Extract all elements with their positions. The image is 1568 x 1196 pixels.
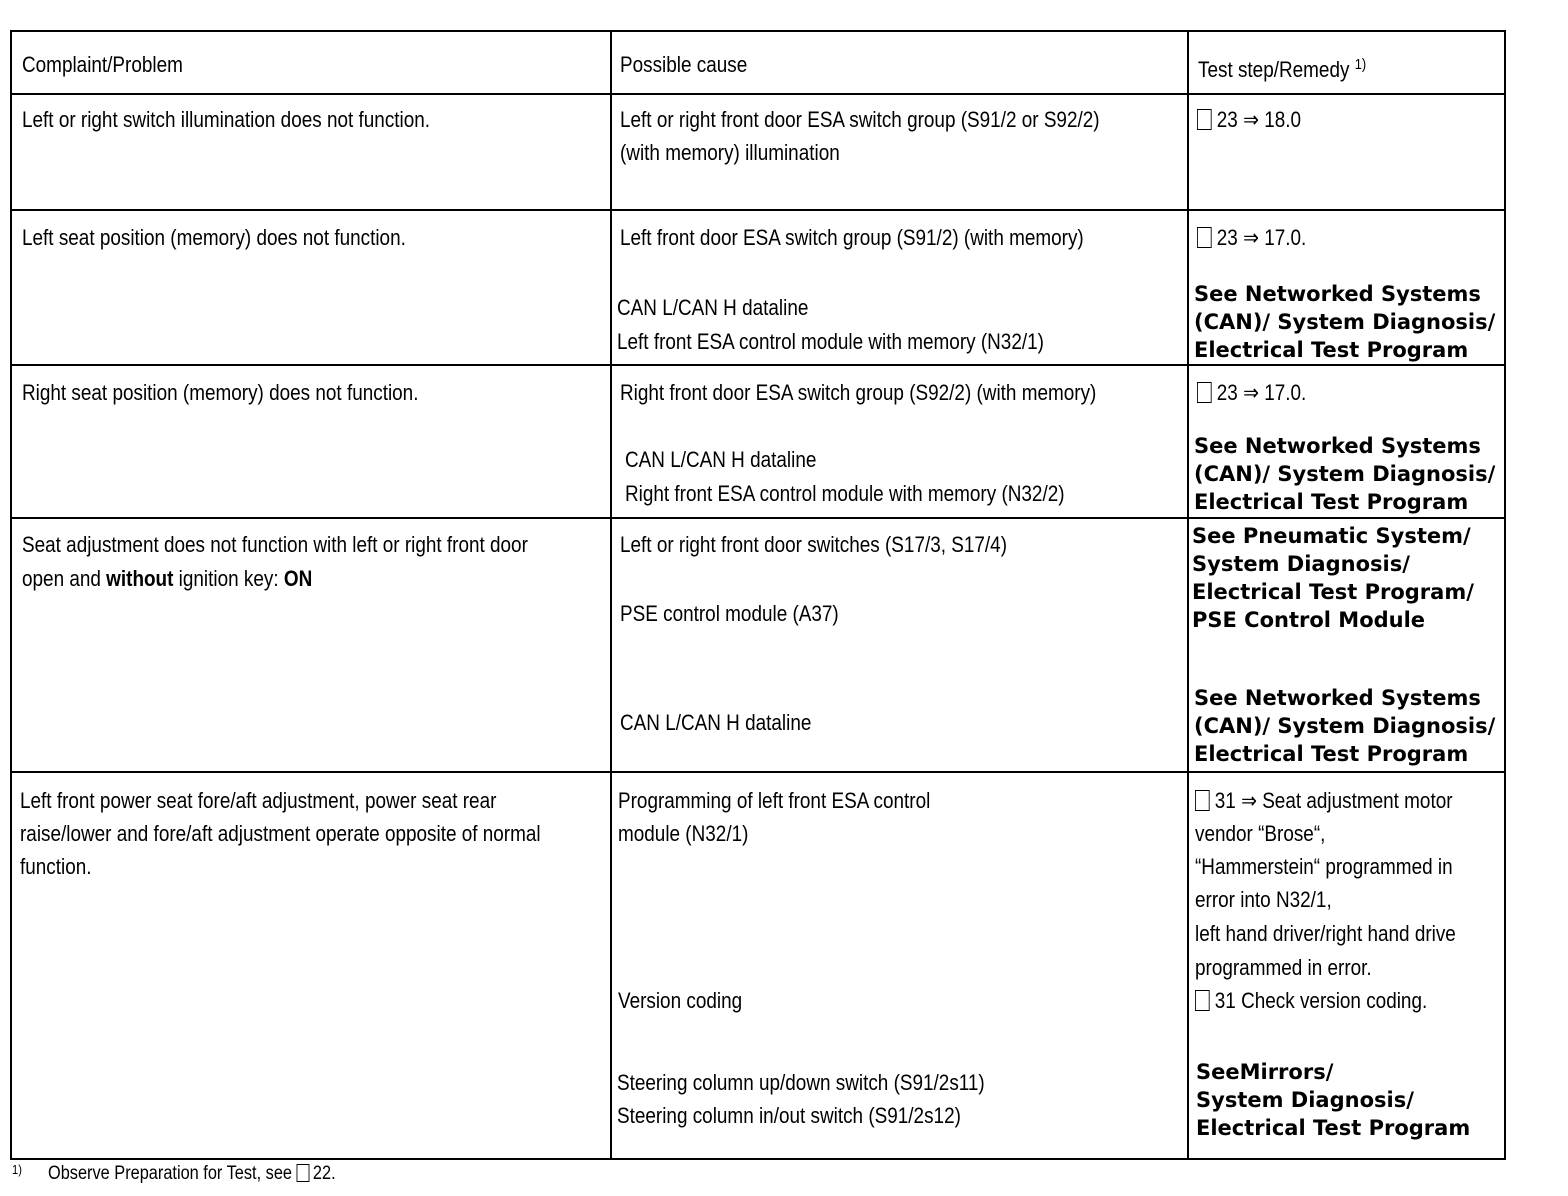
row4-remedy1-line4: PSE Control Module — [1192, 608, 1426, 632]
row3-complaint: Right seat position (memory) does not function. — [22, 380, 419, 405]
reference-box-icon — [1197, 382, 1212, 403]
row5-cause1-line2: module (N32/1) — [618, 821, 749, 846]
row5-complaint-line1: Left front power seat fore/aft adjustment, power seat rear — [20, 788, 497, 813]
row3-cause2-line2: Right front ESA control module with memory (N32/2) — [625, 481, 1065, 506]
row4-remedy1-line1: See Pneumatic System/ — [1192, 524, 1471, 548]
row1-complaint: Left or right switch illumination does not function. — [22, 107, 431, 132]
row3-remedy2-line1: See Networked Systems — [1194, 434, 1481, 458]
row4-remedy2-line2: (CAN)/ System Diagnosis/ — [1194, 714, 1496, 738]
row5-remedy1-line3: “Hammerstein“ programmed in — [1195, 854, 1453, 879]
row4-complaint-line2: open and without ignition key: ON — [22, 566, 313, 591]
reference-box-icon — [297, 1164, 310, 1182]
reference-box-icon — [1197, 227, 1212, 248]
row5-complaint-line3: function. — [20, 854, 92, 879]
row2-cause1: Left front door ESA switch group (S91/2) (with memory) — [620, 225, 1084, 250]
row5-cause3-line1: Steering column up/down switch (S91/2s11) — [617, 1070, 985, 1095]
reference-box-icon — [1195, 790, 1210, 811]
row5-cause3-line2: Steering column in/out switch (S91/2s12) — [617, 1103, 961, 1128]
footnote-text: Observe Preparation for Test, see 22. — [48, 1163, 336, 1184]
row5-remedy1-line4: error into N32/1, — [1195, 887, 1332, 912]
row4-remedy1-line3: Electrical Test Program/ — [1192, 580, 1474, 604]
row2-remedy2-line1: See Networked Systems — [1194, 282, 1481, 306]
row5-remedy2: 31 Check version coding. — [1195, 984, 1427, 1017]
row-divider — [12, 517, 1504, 519]
row2-complaint: Left seat position (memory) does not function. — [22, 225, 406, 250]
column-divider — [1187, 32, 1189, 1158]
row2-remedy2-line2: (CAN)/ System Diagnosis/ — [1194, 310, 1496, 334]
row2-remedy2-line3: Electrical Test Program — [1194, 338, 1469, 362]
row5-cause2: Version coding — [618, 988, 743, 1013]
footnote-mark: 1) — [12, 1162, 22, 1177]
row5-remedy3-line3: Electrical Test Program — [1196, 1116, 1471, 1140]
row5-remedy1-line1: 31 ⇒ Seat adjustment motor — [1195, 784, 1453, 817]
row-divider — [12, 209, 1504, 211]
row1-cause-line2: (with memory) illumination — [620, 140, 840, 165]
row1-remedy: 23 ⇒ 18.0 — [1197, 103, 1301, 136]
row4-remedy2-line1: See Networked Systems — [1194, 686, 1481, 710]
row4-cause3: CAN L/CAN H dataline — [620, 710, 812, 735]
row3-cause1: Right front door ESA switch group (S92/2) (with memory) — [620, 380, 1097, 405]
row4-complaint-line1: Seat adjustment does not function with left or right front door — [22, 532, 528, 557]
row-divider — [12, 364, 1504, 366]
row-divider — [12, 93, 1504, 95]
row4-cause1: Left or right front door switches (S17/3, S17/4) — [620, 532, 1008, 557]
row5-remedy1-line6: programmed in error. — [1195, 955, 1372, 980]
row4-remedy1-line2: System Diagnosis/ — [1192, 552, 1410, 576]
row5-remedy3-line1: SeeMirrors/ — [1196, 1060, 1334, 1084]
row2-cause2-line1: CAN L/CAN H dataline — [617, 295, 809, 320]
row4-remedy2-line3: Electrical Test Program — [1194, 742, 1469, 766]
row5-cause1-line1: Programming of left front ESA control — [618, 788, 931, 813]
row5-remedy3-line2: System Diagnosis/ — [1196, 1088, 1414, 1112]
row3-cause2-line1: CAN L/CAN H dataline — [625, 447, 817, 472]
header-test-step: Test step/Remedy $^{1)}$ — [1198, 56, 1367, 82]
row3-remedy2-line2: (CAN)/ System Diagnosis/ — [1194, 462, 1496, 486]
reference-box-icon — [1197, 109, 1212, 130]
row4-cause2: PSE control module (A37) — [620, 601, 839, 626]
header-complaint: Complaint/Problem — [22, 52, 183, 77]
reference-box-icon — [1195, 990, 1210, 1011]
row5-remedy1-line2: vendor “Brose“, — [1195, 821, 1326, 846]
header-possible-cause: Possible cause — [620, 52, 748, 77]
row1-cause-line1: Left or right front door ESA switch group (S91/2 or S92/2) — [620, 107, 1100, 132]
row5-complaint-line2: raise/lower and fore/aft adjustment operate opposite of normal — [20, 821, 541, 846]
row2-remedy1: 23 ⇒ 17.0. — [1197, 221, 1306, 254]
row5-remedy1-line5: left hand driver/right hand drive — [1195, 921, 1456, 946]
row-divider — [12, 771, 1504, 773]
row2-cause2-line2: Left front ESA control module with memory (N32/1) — [617, 329, 1044, 354]
row3-remedy2-line3: Electrical Test Program — [1194, 490, 1469, 514]
column-divider — [610, 32, 612, 1158]
row3-remedy1: 23 ⇒ 17.0. — [1197, 376, 1306, 409]
